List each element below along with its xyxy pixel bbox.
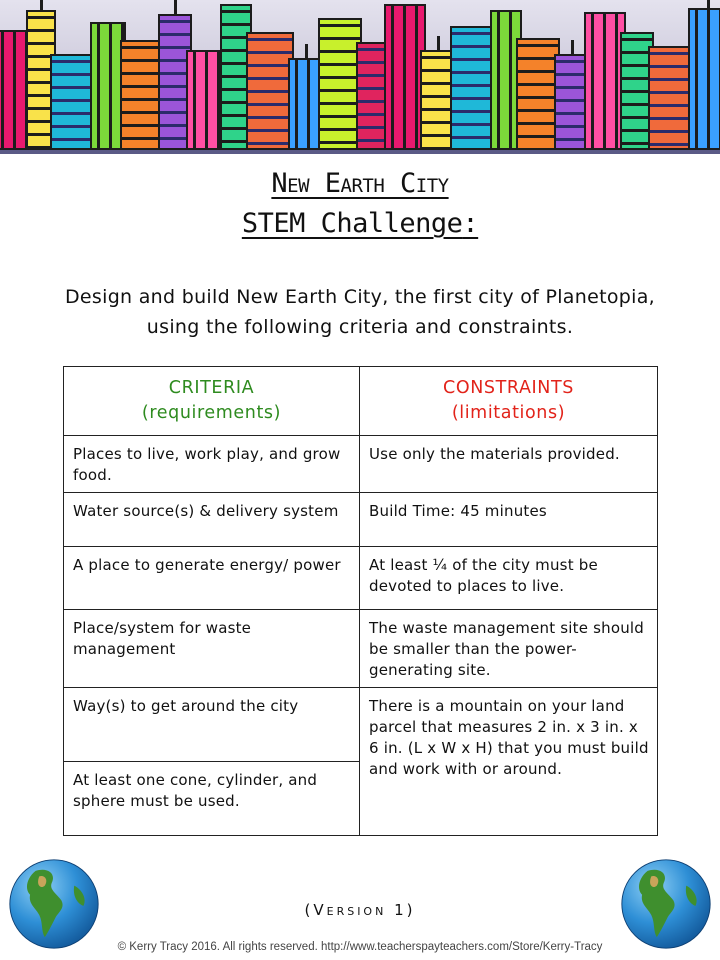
building: [246, 32, 294, 150]
constraint-cell: There is a mountain on your land parcel that measures 2 in. x 3 in. x 6 in. (L x W x H) that you must build and work with or around.: [360, 688, 658, 836]
constraint-cell: At least ¼ of the city must be devoted to places to live.: [360, 547, 658, 610]
criteria-constraints-table: [63, 366, 658, 836]
table-row: [64, 547, 658, 610]
table-row: [64, 688, 658, 762]
building: [688, 8, 720, 150]
table-row: [64, 436, 658, 493]
antenna: [437, 36, 440, 50]
antenna: [305, 44, 308, 58]
constraint-cell: Use only the materials provided.: [360, 436, 658, 493]
criteria-cell: At least one cone, cylinder, and sphere must be used.: [64, 762, 360, 836]
intro-text: Design and build New Earth City, the first city of Planetopia, using the following criteria and constraints.: [65, 286, 655, 338]
criteria-cell: Place/system for waste management: [64, 610, 360, 688]
page-title-text: STEM Challenge:: [241, 208, 479, 239]
city-skyline-banner: [0, 0, 720, 154]
antenna: [40, 0, 43, 10]
page-title-line-1: New Earth City: [271, 168, 449, 199]
criteria-cell: Water source(s) & delivery system: [64, 493, 360, 547]
table-header-row: [64, 367, 658, 436]
antenna: [174, 0, 177, 14]
version-label: (Version 1): [304, 901, 416, 919]
constraints-header: CONSTRAINTS (limitations): [360, 367, 658, 436]
copyright-footer: © Kerry Tracy 2016. All rights reserved. http://www.teacherspayteachers.com/Store/Kerry-Tracy: [117, 941, 603, 953]
page-title-line-2: [0, 208, 720, 239]
antenna: [707, 0, 710, 8]
constraint-cell: Build Time: 45 minutes: [360, 493, 658, 547]
table-row: [64, 493, 658, 547]
antenna: [571, 40, 574, 54]
criteria-header: CRITERIA (requirements): [64, 367, 360, 436]
table-row: [64, 610, 658, 688]
constraint-cell: The waste management site should be smaller than the power-generating site.: [360, 610, 658, 688]
criteria-cell: A place to generate energy/ power: [64, 547, 360, 610]
criteria-cell: Places to live, work play, and grow food.: [64, 436, 360, 493]
criteria-cell: Way(s) to get around the city: [64, 688, 360, 762]
